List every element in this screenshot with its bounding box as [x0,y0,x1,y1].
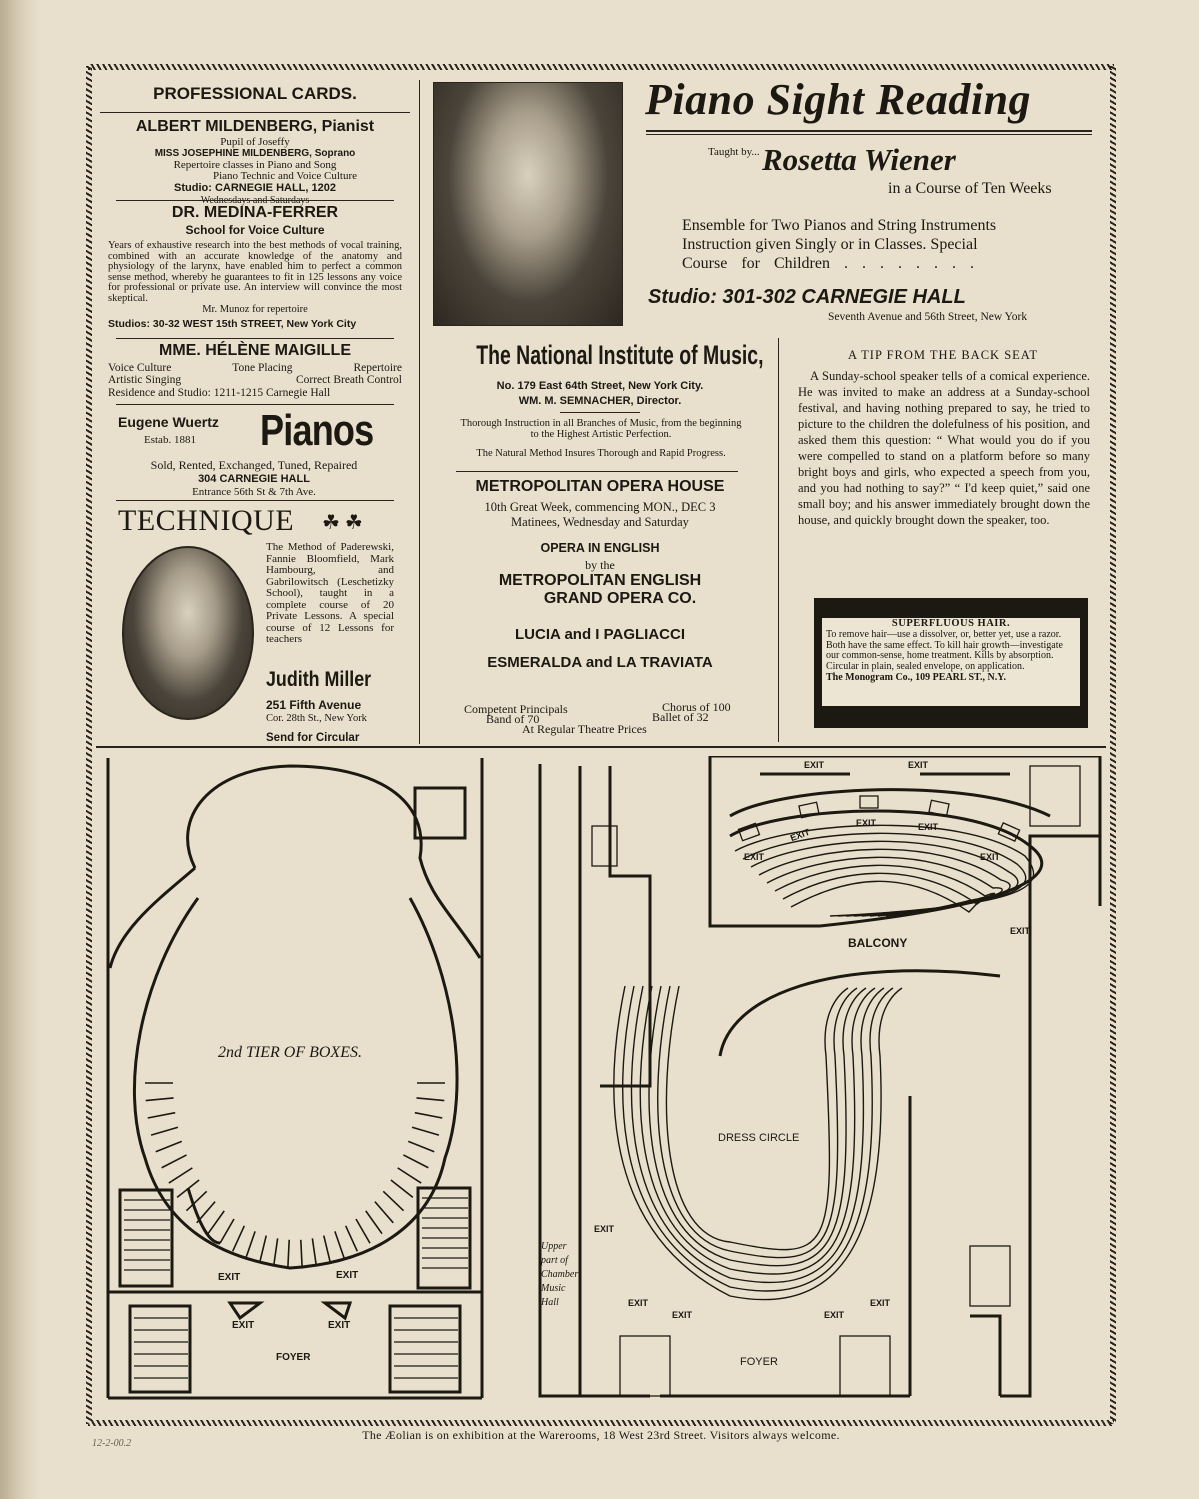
exit-label: EXIT [232,1320,255,1331]
wuertz-estab: Estab. 1881 [144,434,196,446]
box-divider [151,1127,178,1135]
wuertz-pianos: Pianos [260,406,374,455]
hair-body: To remove hair—use a dissolver, or, better yet, use a razor. Both have the same effect. To kill hair growth—investigate our common-sense, home treatment. Kills by absorption. Circular in plain, sealed envelope, on application. [826,629,1063,672]
mildenberg-line3: Repertoire classes in Piano and Song [173,159,337,171]
divider [646,130,1092,132]
maigille-row1 [108,362,402,374]
box-divider [220,1219,234,1243]
piano-ad-address: Seventh Avenue and 56th Street, New York [828,311,1028,323]
national-title: The National Institute of Music, [476,340,764,370]
mildenberg-card [100,118,410,206]
wuertz-address: 304 CARNEGIE HALL [198,473,310,485]
national-address: No. 179 East 64th Street, New York City. [496,380,704,392]
exit-label: EXIT [980,852,1001,862]
box-divider [391,1180,413,1197]
box-divider [356,1219,370,1243]
border-right [1110,66,1116,1424]
foyer-label: FOYER [276,1352,311,1363]
margin-note: 12-2-00.2 [92,1438,132,1449]
exit-label: EXIT [804,760,825,770]
opera-in-english: OPERA IN ENGLISH [540,541,660,555]
border-bottom [88,1420,1114,1426]
box-divider [260,1236,267,1263]
maigille-card [108,342,402,401]
medina-name: DR. MEDINA-FERRER [171,204,339,221]
chamber-music-hall-label: Upper part of Chamber Music Hall [541,1241,579,1308]
hair-company: The Monogram Co., 109 PEARL ST., N.Y. [826,672,1007,683]
balcony-row [759,849,1010,916]
exit-label: EXIT [908,760,929,770]
box-divider [408,1141,434,1151]
judith-miller-name: Judith Miller [266,668,372,691]
hair-heading: SUPERFLUOUS HAIR. [891,618,1011,629]
mildenberg-name: ALBERT MILDENBERG, Pianist [135,118,375,135]
border-left [86,66,92,1424]
column-divider [778,338,779,742]
exit-label: EXIT [336,1270,359,1281]
exit-label: EXIT [856,818,877,828]
principals: Competent Principals [464,702,568,716]
box-divider [169,1168,193,1183]
section-divider [96,746,1106,748]
bill-esmeralda: ESMERALDA and LA TRAVIATA [487,654,713,671]
exit-label: EXIT [594,1224,615,1234]
divider [116,500,394,501]
exit-label: EXIT [870,1298,891,1308]
box-divider [197,1202,215,1223]
maigille-artistic: Artistic Singing [108,374,182,386]
course-length: in a Course of Ten Weeks [888,180,1052,197]
national-desc2: The Natural Method Insures Thorough and Rapid Progress. [476,448,726,459]
met-opera-house: METROPOLITAN OPERA HOUSE [475,478,725,495]
mildenberg-line4: Piano Technic and Voice Culture [212,170,358,182]
met-week: 10th Great Week, commencing MON., DEC 3 [484,500,716,514]
piano-ad-line1: Ensemble for Two Pianos and String Instruments [682,217,997,234]
tier-label: 2nd TIER OF BOXES. [218,1044,362,1061]
tip-body: A Sunday-school speaker tells of a comical experience. He was invited to make an address at a Sunday-school festival, and having nothing prepared to say, he tried to picture to the children the dolefulness of his position, and asked them this question: “ What would you do if you were compelled to stand on a platform before so many bright boys and girls, who expected a speech from you, and you had nothing to say?” “ I'd keep quiet,” said one small boy; and his answer immediately brought down the house, and quickly brought down the speaker, too. [798,369,1090,527]
exit-label: EXIT [628,1298,649,1308]
box-divider [177,1180,199,1197]
teacher-name: Rosetta Wiener [762,142,956,177]
piano-ad-title: Piano Sight Reading [645,75,1032,124]
judith-miller-portrait [122,546,254,720]
exit-label: EXIT [744,852,765,862]
exit-label: EXIT [788,826,812,844]
piano-ad-line2: Instruction given Singly or in Classes. Special [682,236,978,253]
maigille-name: MME. HÉLÈNE MAIGILLE [159,342,351,359]
dress-circle-row [666,986,848,1250]
company-line1: METROPOLITAN ENGLISH [498,572,702,589]
medina-subtitle: School for Voice Culture [185,223,325,237]
border-top [88,64,1114,70]
medina-card [108,204,402,332]
box-divider [324,1236,331,1263]
exit-label: EXIT [218,1272,241,1283]
box-divider [208,1211,224,1234]
piano-ad-line3: Course for Children . . . . . . . . [682,255,974,272]
medina-body: Years of exhaustive research into the best methods of vocal training, combined with an accurate knowledge of the anatomy and physiology of the larynx, have enabled him to perfect a common sense method, whereby he guarantees to fit in 125 lessons any voice for professional or private use. An interview will convince the most skeptical. [108,240,402,304]
technique-body: The Method of Paderewski, Fannie Bloomfield, Mark Hambourg, and Gabrilowitsch (Leschetizky School), taught in a complete course of 20 Private Lessons. A special course of 12 Lessons for teachers [266,541,394,645]
exit-label: EXIT [328,1320,351,1331]
chorus: Chorus of 100 [662,700,731,714]
company-line2: GRAND OPERA CO. [543,590,697,607]
box-divider [301,1240,302,1268]
divider [100,112,410,113]
binding-spine [0,0,40,1499]
box-divider [156,1141,182,1151]
prices: At Regular Theatre Prices [522,722,647,736]
by-the: by the [585,558,615,572]
footer-text: The Æolian is on exhibition at the Warerooms, 18 West 23rd Street. Visitors always welcome. [362,1428,840,1442]
balcony-row [791,881,979,916]
tip-heading: A TIP FROM THE BACK SEAT [847,348,1039,362]
box-divider [416,1098,444,1101]
exit-label: EXIT [918,822,939,832]
rosetta-wiener-portrait [433,82,623,326]
foyer-label: FOYER [740,1356,778,1368]
taught-by: Taught by... [708,146,760,158]
maigille-row2 [108,374,402,386]
ballet: Ballet of 32 [652,710,709,724]
box-divider [375,1202,393,1223]
piano-ad-studio: Studio: 301-302 CARNEGIE HALL [648,286,966,308]
maigille-voice: Voice Culture [108,362,172,374]
box-divider [412,1127,439,1135]
box-divider [148,1113,175,1118]
dress-circle-row [649,986,866,1266]
technique-heading: TECHNIQUE [118,504,295,537]
dress-circle-label: DRESS CIRCLE [718,1132,800,1144]
mildenberg-days: Wednesdays and Saturdays [200,195,310,206]
exit-label: EXIT [672,1310,693,1320]
balcony-label: BALCONY [848,936,908,950]
maigille-residence: Residence and Studio: 1211-1215 Carnegie Hall [108,387,331,399]
medina-repertoire: Mr. Munoz for repertoire [202,304,308,315]
mildenberg-line1: Pupil of Joseffy [220,136,290,148]
box-divider [398,1168,422,1183]
maigille-repertoire: Repertoire [353,362,402,374]
box-divider [274,1238,278,1266]
wuertz-entrance: Entrance 56th St & 7th Ave. [192,486,316,498]
box-divider [403,1155,428,1168]
band: Band of 70 [486,712,540,726]
technique-card [100,504,410,744]
wuertz-services: Sold, Rented, Exchanged, Tuned, Repaired [150,458,358,472]
box-divider [233,1226,245,1251]
floor-plan-balcony-dress-circle [530,756,1110,1406]
divider [560,412,640,413]
mildenberg-studio: Studio: CARNEGIE HALL, 1202 [174,182,336,194]
mildenberg-line2: MISS JOSEPHINE MILDENBERG, Soprano [154,148,356,159]
divider [116,200,394,201]
divider [456,471,738,472]
wuertz-name: Eugene Wuertz [118,414,219,430]
send-circular: Send for Circular [266,732,360,744]
cards-heading: PROFESSIONAL CARDS. [153,84,357,103]
box-divider [335,1231,344,1257]
bill-lucia: LUCIA and I PAGLIACCI [515,626,685,643]
maigille-breath: Correct Breath Control [295,374,402,386]
floor-plan-2nd-tier [100,758,490,1404]
box-divider [312,1238,316,1266]
divider [646,134,1092,135]
judith-address: 251 Fifth Avenue [266,698,362,712]
divider [116,338,394,339]
box-divider [146,1098,174,1101]
column-divider [419,80,420,744]
box-divider [383,1191,403,1210]
exit-label: EXIT [1010,926,1031,936]
box-divider [346,1226,358,1251]
box-divider [415,1113,442,1118]
hair-ad-box [814,598,1088,728]
national-director: WM. M. SEMNACHER, Director. [518,395,682,407]
maigille-tone: Tone Placing [232,362,293,374]
divider [116,404,394,405]
judith-cor: Cor. 28th St., New York [266,713,367,724]
dress-circle-row [640,986,875,1274]
exit-label: EXIT [824,1310,845,1320]
national-desc1: Thorough Instruction in all Branches of Music, from the beginning to the Highest Artistic Perfection. [460,418,742,440]
box-divider [246,1231,255,1257]
hair-ad-inner [822,618,1080,706]
box-divider [288,1240,289,1268]
met-matinees: Matinees, Wednesday and Saturday [511,515,689,529]
medina-studios: Studios: 30-32 WEST 15th STREET, New York City [108,318,357,330]
box-divider [162,1155,187,1168]
wuertz-card [104,406,404,500]
balcony-row [735,825,1034,916]
balcony-row [767,857,1002,916]
dress-circle-row [658,986,857,1258]
clover-ornament: ☘ ☘ [322,512,363,534]
box-divider [366,1211,382,1234]
